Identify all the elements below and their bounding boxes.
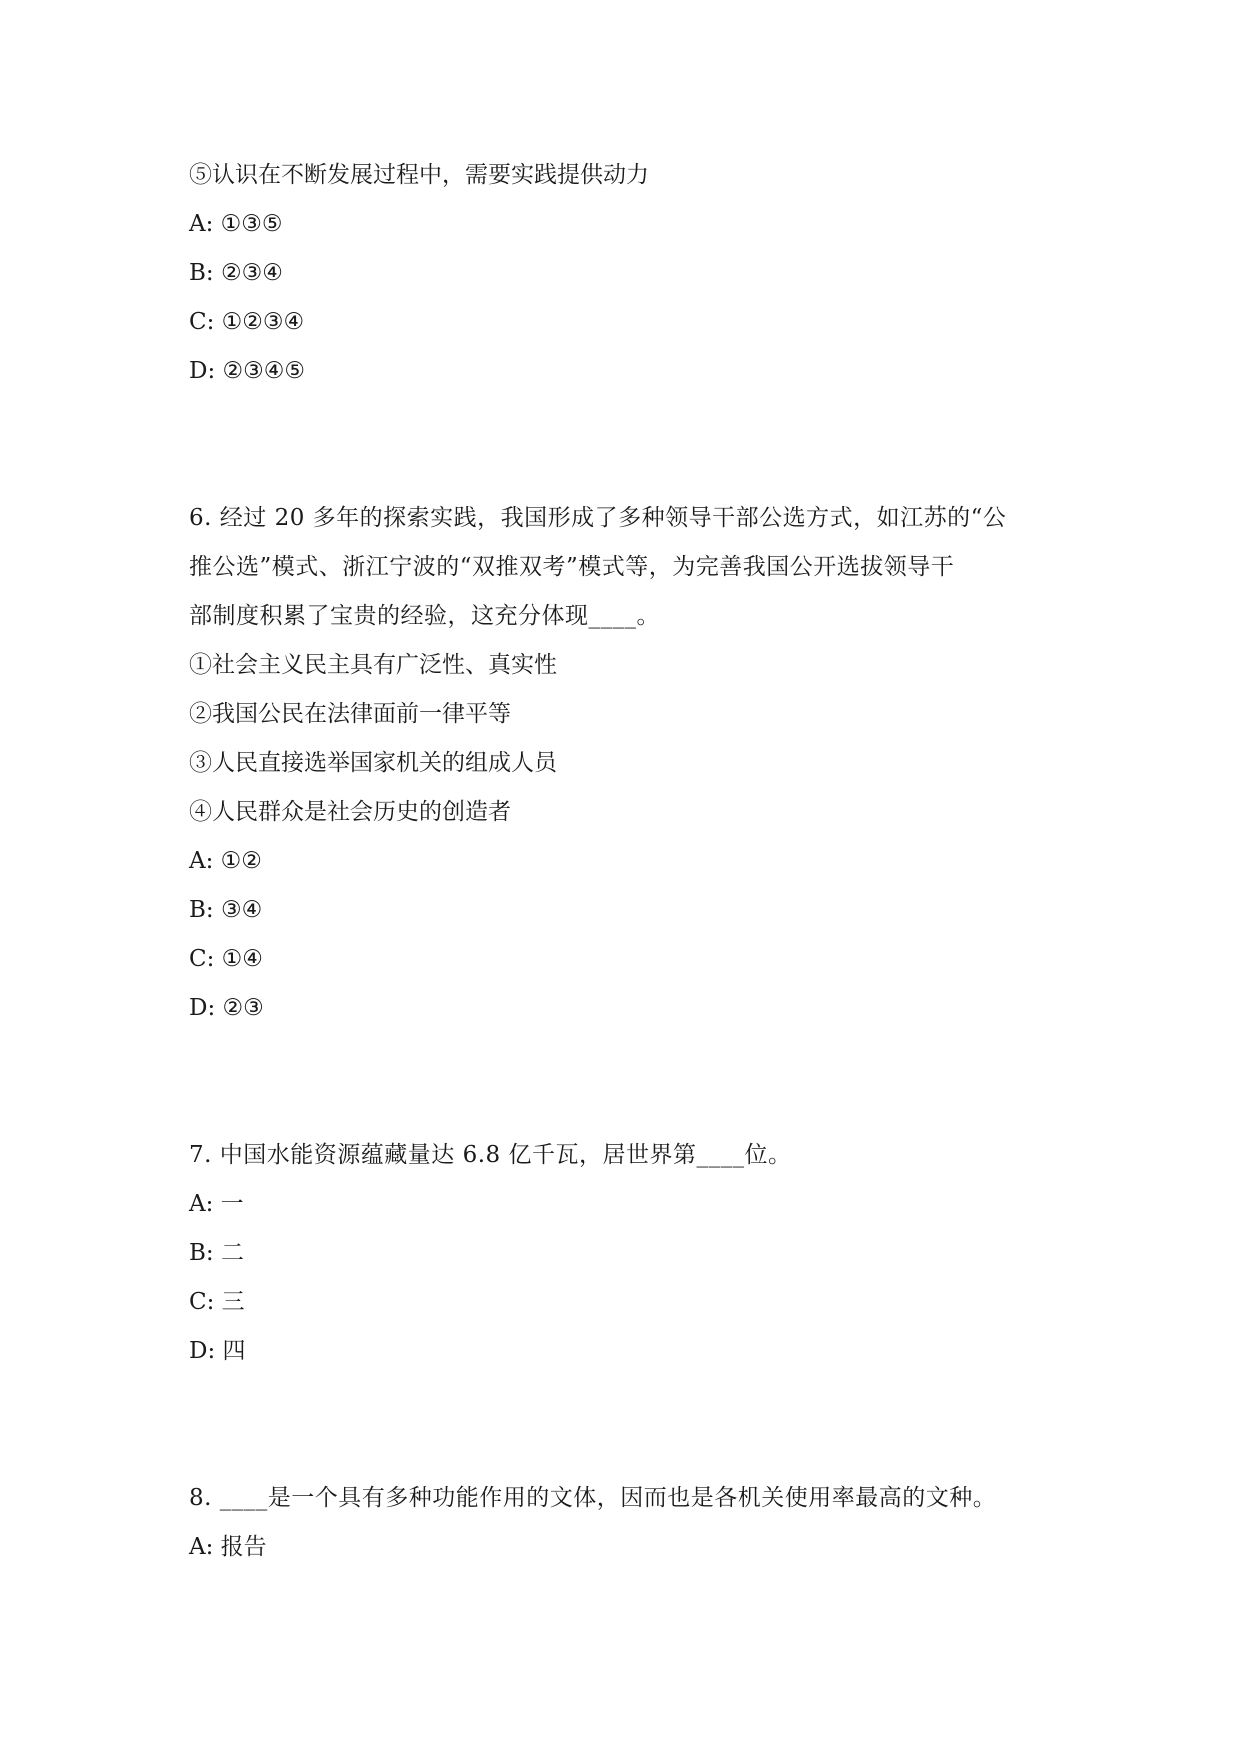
q5-option-b: B: ②③④ bbox=[189, 260, 283, 286]
q6-stem-line-3: 部制度积累了宝贵的经验，这充分体现____。 bbox=[189, 603, 660, 629]
q7-option-b: B: 二 bbox=[189, 1240, 244, 1266]
q6-option-b: B: ③④ bbox=[189, 897, 263, 923]
q5-item-5: ⑤认识在不断发展过程中，需要实践提供动力 bbox=[189, 162, 649, 188]
q6-option-a: A: ①② bbox=[189, 848, 262, 874]
q8-stem: 8. ____是一个具有多种功能作用的文体，因而也是各机关使用率最高的文种。 bbox=[189, 1485, 997, 1511]
q5-option-a: A: ①③⑤ bbox=[189, 211, 283, 237]
q6-item-2: ②我国公民在法律面前一律平等 bbox=[189, 701, 511, 727]
q6-item-1: ①社会主义民主具有广泛性、真实性 bbox=[189, 652, 557, 678]
q7-stem: 7. 中国水能资源蕴藏量达 6.8 亿千瓦，居世界第____位。 bbox=[189, 1142, 792, 1168]
q7-option-a: A: 一 bbox=[189, 1191, 244, 1217]
q5-option-d: D: ②③④⑤ bbox=[189, 358, 305, 384]
q7-option-c: C: 三 bbox=[189, 1289, 245, 1315]
q5-option-c: C: ①②③④ bbox=[189, 309, 305, 335]
q6-option-d: D: ②③ bbox=[189, 995, 264, 1021]
q6-stem-line-2: 推公选”模式、浙江宁波的“双推双考”模式等，为完善我国公开选拔领导干 bbox=[189, 554, 955, 580]
q6-item-3: ③人民直接选举国家机关的组成人员 bbox=[189, 750, 557, 776]
q6-stem-line-1: 6. 经过 20 多年的探索实践，我国形成了多种领导干部公选方式，如江苏的“公 bbox=[189, 505, 1007, 531]
q6-option-c: C: ①④ bbox=[189, 946, 263, 972]
q6-item-4: ④人民群众是社会历史的创造者 bbox=[189, 799, 511, 825]
q8-option-a: A: 报告 bbox=[189, 1534, 267, 1560]
q7-option-d: D: 四 bbox=[189, 1338, 246, 1364]
